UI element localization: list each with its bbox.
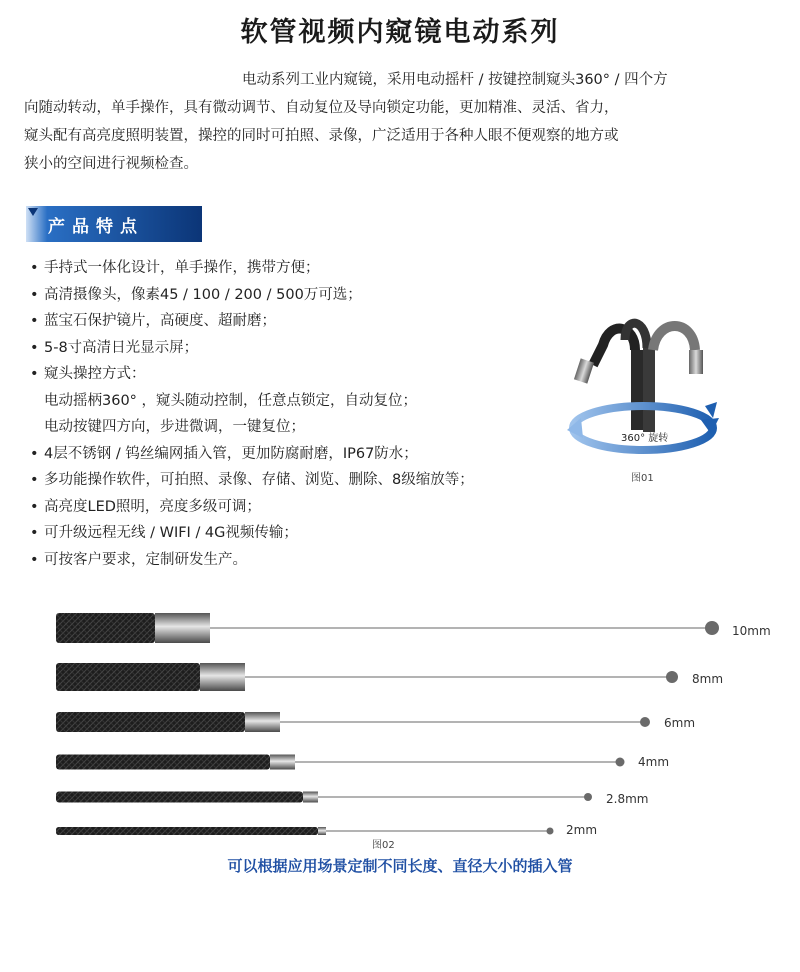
feature-text: 4层不锈钢 / 钨丝编网插入管，更加防腐耐磨，IP67防水； <box>44 445 418 462</box>
probe-diameter-label: 2.8mm <box>606 792 649 806</box>
feature-item <box>30 414 570 441</box>
feature-item <box>30 255 570 282</box>
insertion-tube <box>56 755 625 770</box>
braided-tube <box>56 755 270 770</box>
steel-tip <box>303 792 318 803</box>
page-title: 软管视频内窥镜电动系列 <box>240 17 560 48</box>
figure-01-caption: 图01 <box>631 473 654 484</box>
braided-tube <box>56 712 245 732</box>
intro-line: 电动系列工业内窥镜，采用电动摇杆 / 按键控制窥头360° / 四个方 <box>242 72 668 88</box>
probe-diameter-label: 4mm <box>638 755 670 769</box>
bullet-dot: • <box>30 313 39 329</box>
steel-tip <box>318 827 326 835</box>
braided-tube <box>56 792 303 803</box>
feature-item <box>30 361 570 388</box>
feature-item <box>30 520 570 547</box>
bullet-dot: • <box>30 366 39 382</box>
figure-01-probe-rotation <box>565 310 725 480</box>
intro-paragraph <box>24 66 776 178</box>
feature-item <box>30 467 570 494</box>
feature-text: 可按客户要求，定制研发生产。 <box>44 551 247 568</box>
dimension-end-dot <box>547 828 554 835</box>
rotation-label: 360° 旋转 <box>621 433 669 444</box>
bullet-dot: • <box>30 445 39 462</box>
dimension-end-dot <box>640 717 650 727</box>
braided-tube <box>56 613 155 643</box>
bullet-dot: • <box>30 498 39 515</box>
figure-02-caption: 图02 <box>372 840 395 851</box>
feature-item <box>30 308 570 335</box>
feature-item <box>30 335 570 362</box>
bullet-dot: • <box>30 286 39 303</box>
dimension-end-dot <box>666 671 678 683</box>
intro-line: 窥头配有高亮度照明装置，操控的同时可拍照、录像，广泛适用于各种人眼不便观察的地方或 <box>24 128 619 144</box>
feature-text: 5-8寸高清日光显示屏； <box>44 339 199 356</box>
feature-text: 可升级远程无线 / WIFI / 4G视频传输； <box>44 525 298 541</box>
feature-item <box>30 441 570 468</box>
dimension-end-dot <box>705 621 719 635</box>
steel-tip <box>245 712 280 732</box>
insertion-tube <box>56 792 592 803</box>
dimension-end-dot <box>616 758 625 767</box>
feature-text: 多功能操作软件，可拍照、录像、存储、浏览、删除、8级缩放等； <box>44 472 474 488</box>
steel-tip <box>155 613 210 643</box>
feature-text: 手持式一体化设计，单手操作，携带方便； <box>44 260 320 276</box>
intro-line: 向随动转动，单手操作，具有微动调节、自动复位及导向锁定功能，更加精准、灵活、省力， <box>24 100 619 116</box>
bending-probe-illustration <box>565 310 725 480</box>
feature-text: 窥头操控方式： <box>44 366 146 382</box>
insertion-tube <box>56 712 650 732</box>
feature-text: 高亮度LED照明，亮度多级可调； <box>44 498 261 515</box>
insertion-tube <box>56 827 554 835</box>
intro-line: 狭小的空间进行视频检查。 <box>24 156 198 172</box>
probe-diameter-label: 2mm <box>566 823 598 837</box>
bullet-dot: • <box>30 339 39 356</box>
insertion-tube <box>56 613 719 643</box>
bullet-dot: • <box>30 525 39 541</box>
section-header-features <box>26 206 202 242</box>
feature-item <box>30 388 570 415</box>
feature-text: 蓝宝石保护镜片，高硬度、超耐磨； <box>44 313 276 329</box>
feature-item <box>30 547 570 574</box>
braided-tube <box>56 663 200 691</box>
bottom-caption: 可以根据应用场景定制不同长度、直径大小的插入管 <box>227 857 573 875</box>
probe-diameter-label: 10mm <box>732 624 771 638</box>
feature-text: 电动摇柄360° ，窥头随动控制，任意点锁定，自动复位； <box>44 392 418 409</box>
figure-02-insertion-tubes <box>0 600 800 860</box>
bullet-dot: • <box>30 260 39 276</box>
steel-tip <box>270 755 295 770</box>
feature-text: 高清摄像头，像素45 / 100 / 200 / 500万可选； <box>44 286 362 303</box>
steel-tip <box>200 663 245 691</box>
bullet-dot: • <box>30 551 39 568</box>
dimension-end-dot <box>584 793 592 801</box>
probe-diameter-label: 8mm <box>692 672 724 686</box>
feature-item <box>30 282 570 309</box>
feature-item <box>30 494 570 521</box>
probe-diameter-label: 6mm <box>664 716 696 730</box>
bullet-dot: • <box>30 472 39 488</box>
feature-text: 电动按键四方向，步进微调，一键复位； <box>44 419 305 435</box>
feature-list <box>30 255 570 573</box>
section-title: 产品特点 <box>48 217 144 237</box>
insertion-tube <box>56 663 678 691</box>
braided-tube <box>56 827 318 835</box>
